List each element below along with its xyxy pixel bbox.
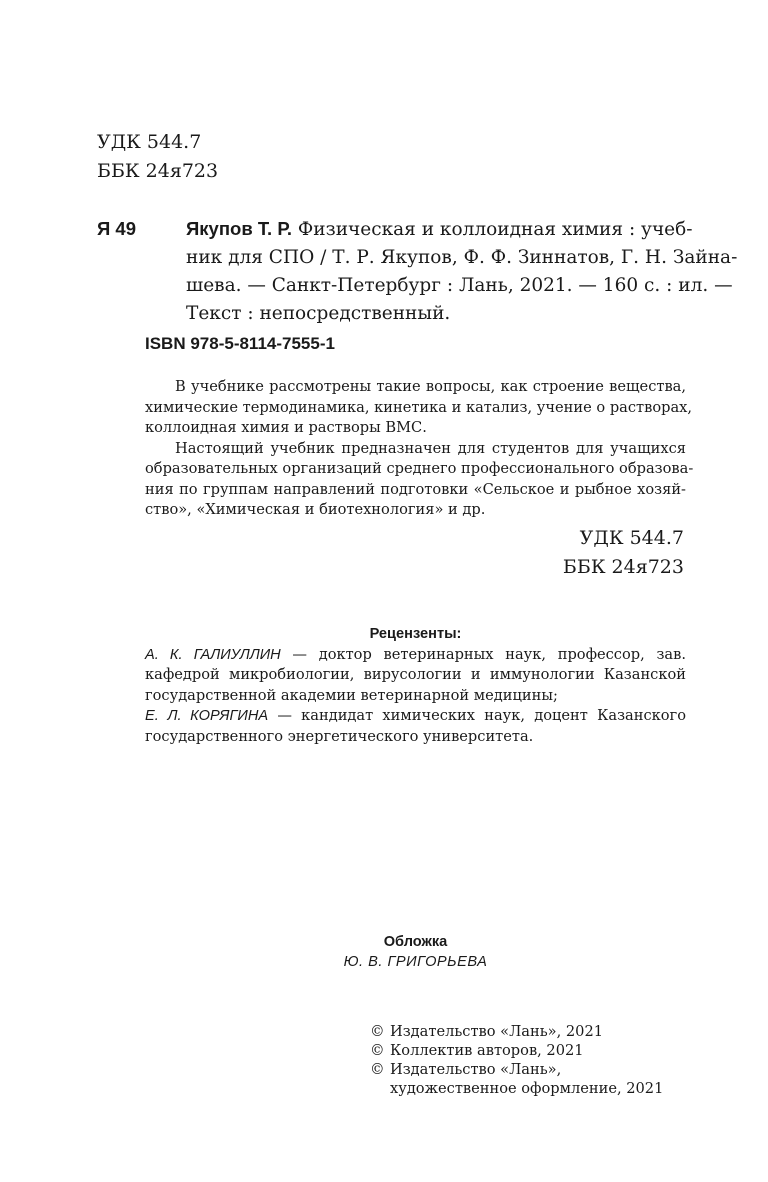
udk-bbk-top [97,128,218,186]
copyright-line-2 [370,1041,690,1060]
cover-credit [145,932,686,972]
copyright-line-1 [370,1022,690,1041]
copyright-block [370,1022,690,1098]
reviewers-section [145,624,686,747]
udk-code: УДК 544.7 [97,131,202,153]
biblio-line-1 [186,215,693,244]
reviewers-heading: Рецензенты: [369,626,462,642]
biblio-author: Якупов Т. Р. [186,218,293,239]
abstract-line: образовательных организаций среднего профессионального образова- [145,460,694,477]
abstract-line: химические термодинамика, кинетика и катализ, учение о растворах, [145,398,693,416]
bbk-code-right: ББК 24я723 [562,556,684,578]
reviewer-2-text: — кандидат химических наук, доцент Казанского [268,707,686,724]
bibliographic-description [186,215,738,328]
copyright-text-3: Издательство «Лань», [390,1061,562,1078]
reviewer-1-line-3: государственной академии ветеринарной медицины; [145,686,558,704]
copyright-icon: © [370,1023,385,1040]
abstract [145,377,694,521]
copyright-icon: © [370,1061,385,1078]
cover-heading: Обложка [383,934,448,950]
biblio-line-3: шева. — Санкт-Петербург : Лань, 2021. — 160 с. : ил. — [186,275,733,296]
abstract-line: В учебнике рассмотрены такие вопросы, как строение вещества, [175,378,686,395]
reviewer-1-name: А. К. ГАЛИУЛЛИН [145,646,281,663]
abstract-line: Настоящий учебник предназначен для студентов для учащихся [175,439,686,457]
copyright-icon: © [370,1042,385,1059]
reviewer-2-line-1 [145,706,686,727]
biblio-line-4: Текст : непосредственный. [186,303,451,324]
cover-artist: Ю. В. ГРИГОРЬЕВА [343,954,488,970]
biblio-line-2: ник для СПО / Т. Р. Якупов, Ф. Ф. Зиннатов, Г. Н. Зайна- [186,247,738,268]
abstract-line: ство», «Химическая и биотехнология» и др. [145,501,486,518]
reviewer-1-line-1 [145,645,686,666]
abstract-line: коллоидная химия и растворы ВМС. [145,419,427,436]
abstract-line: ния по группам направлений подготовки «Сельское и рыбное хозяй- [145,480,686,498]
reviewer-1-text: — доктор ветеринарных наук, профессор, зав. [280,645,686,663]
isbn: ISBN 978-5-8114-7555-1 [145,334,335,353]
author-mark: Я 49 [97,218,137,239]
biblio-title: Физическая и коллоидная химия : учеб- [292,219,693,240]
copyright-text-1: Издательство «Лань», 2021 [390,1023,604,1040]
copyright-text-2: Коллектив авторов, 2021 [390,1042,584,1059]
reviewer-1-line-2: кафедрой микробиологии, вирусологии и иммунологии Казанской [145,666,686,683]
copyright-line-3 [370,1060,690,1079]
udk-bbk-right [563,524,684,582]
udk-code-right: УДК 544.7 [579,527,684,549]
copyright-text-3-cont: художественное оформление, 2021 [390,1080,664,1097]
reviewer-2-name: Е. Л. КОРЯГИНА [145,708,269,724]
reviewer-2-line-2: государственного энергетического университета. [145,727,534,745]
bbk-code: ББК 24я723 [97,160,219,182]
